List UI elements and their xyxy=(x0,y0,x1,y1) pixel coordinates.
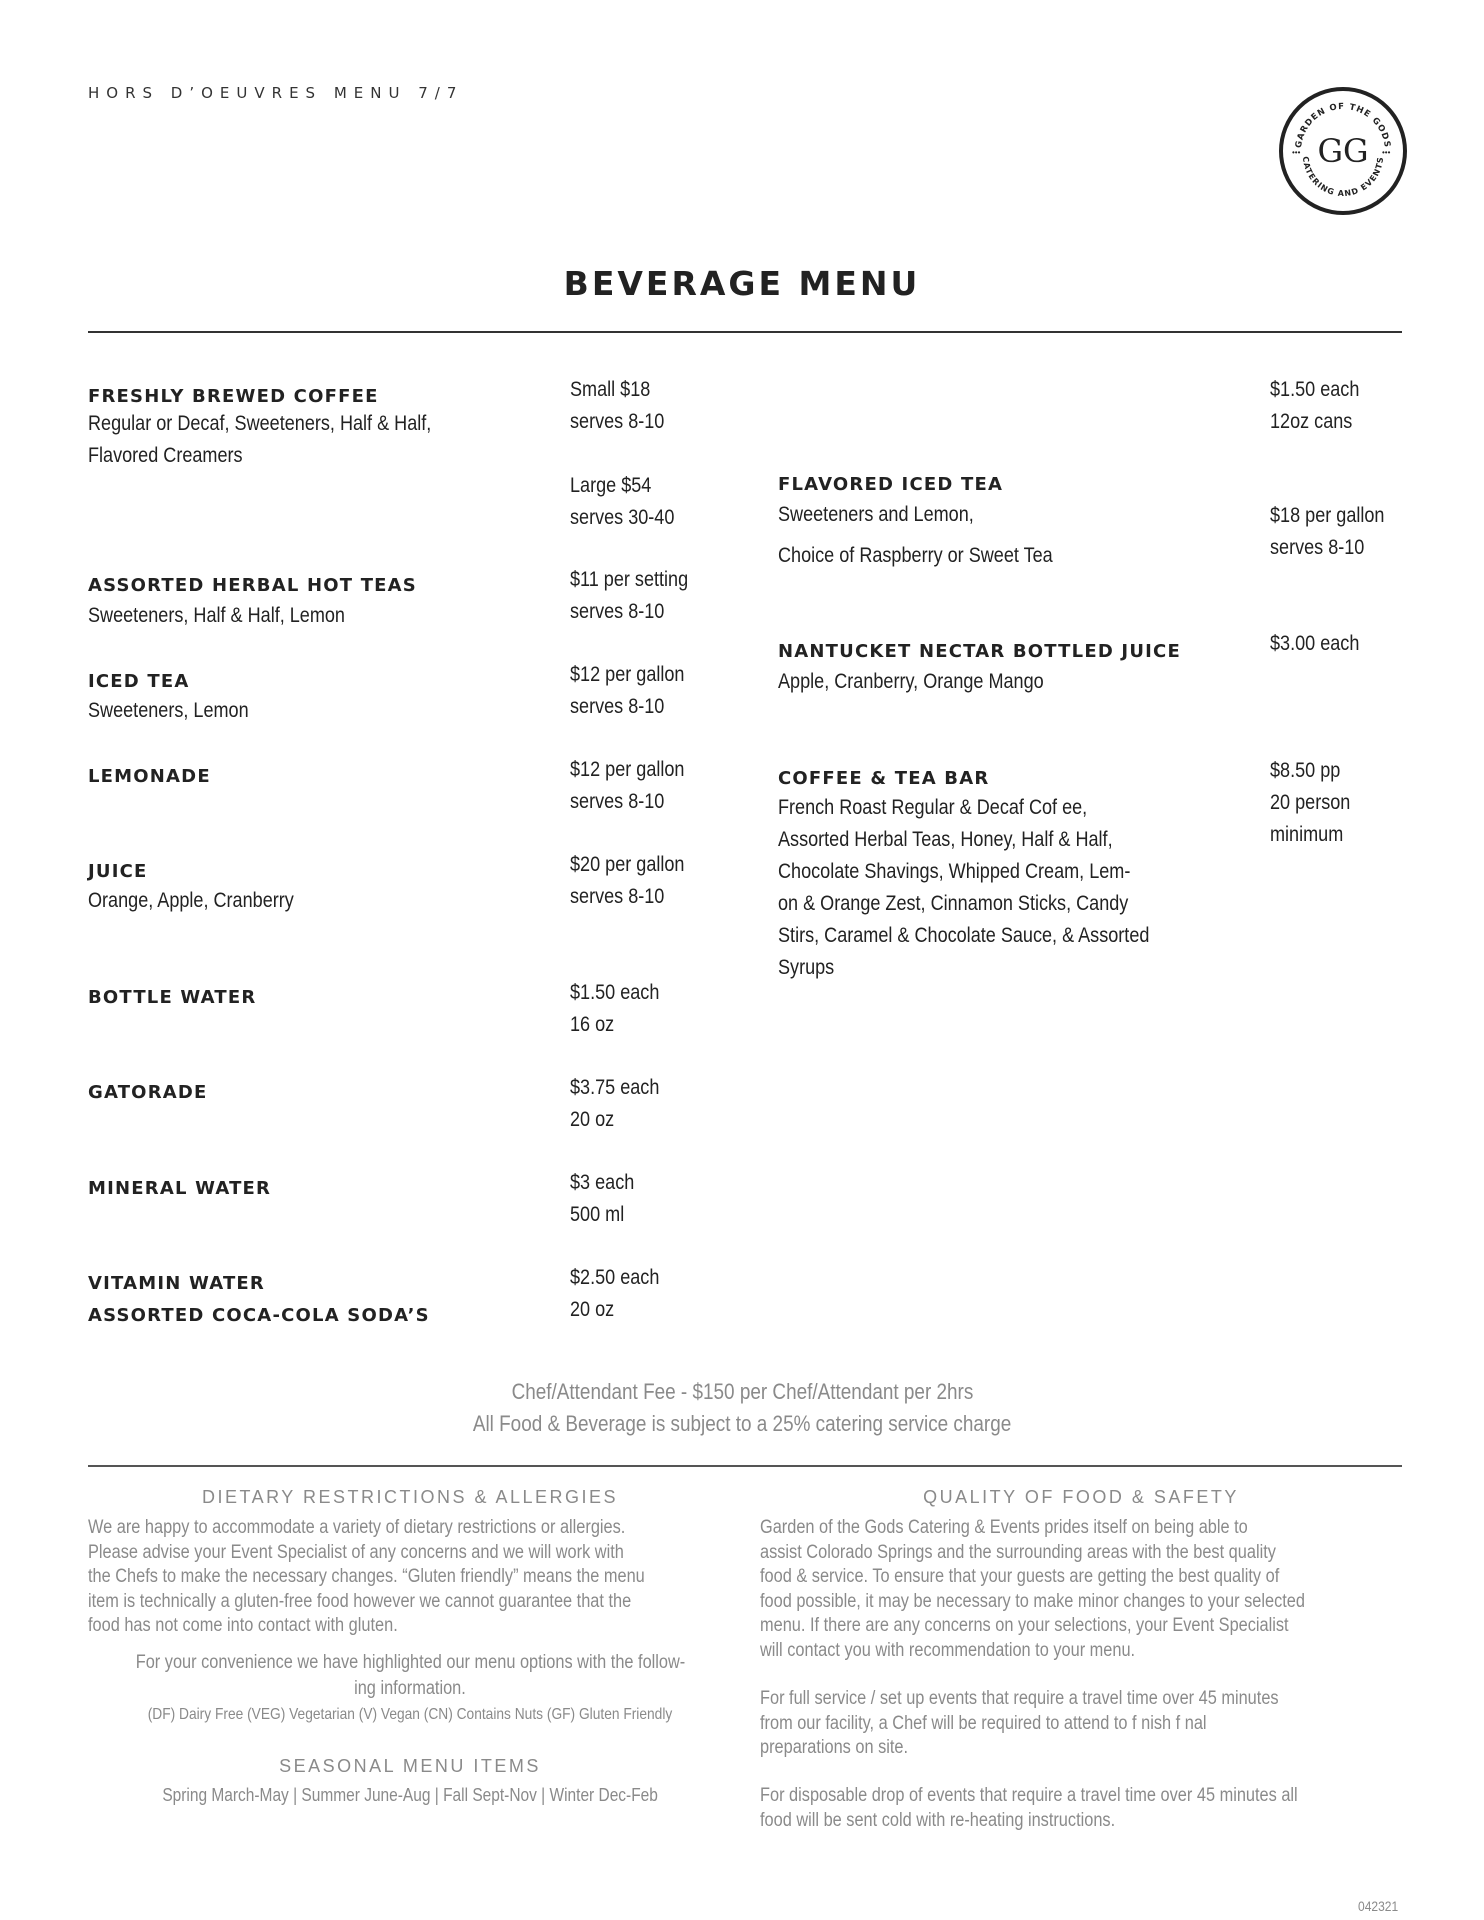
seasonal-text: Spring March-May | Summer June-Aug | Fall Sept-Nov | Winter Dec-Feb xyxy=(162,1785,658,1805)
item-desc-flavored-iced-tea-1: Sweeteners and Lemon, xyxy=(778,503,974,526)
price-coffee-large: Large $54 serves 30-40 xyxy=(570,474,675,529)
garden-of-the-gods-logo xyxy=(1278,86,1408,216)
price-flavored-iced-tea: $18 per gallon serves 8-10 xyxy=(1270,504,1385,559)
item-desc-herbal-teas: Sweeteners, Half & Half, Lemon xyxy=(88,604,345,627)
dietary-text: We are happy to accommodate a variety of dietary restrictions or allergies. Please advise your Event Specialist of any concerns and we will work with the Chefs to make the necessary changes. “Gluten friendly” means the menu item is technically a gluten-free food however we cannot guarantee that the food has not come into contact with gluten. xyxy=(88,1517,645,1636)
item-name-coffee-tea-bar: COFFEE & TEA BAR xyxy=(778,768,990,789)
price-bottle-water: $1.50 each 16 oz xyxy=(570,981,660,1036)
item-desc-flavored-iced-tea-2: Choice of Raspberry or Sweet Tea xyxy=(778,544,1053,567)
price-mineral-water: $3 each 500 ml xyxy=(570,1171,635,1226)
item-name-flavored-iced-tea: FLAVORED ICED TEA xyxy=(778,474,1004,495)
item-name-mineral-water: MINERAL WATER xyxy=(88,1178,272,1199)
price-coffee-tea-bar: $8.50 pp 20 person minimum xyxy=(1270,759,1351,846)
svg-text:•••: ••• xyxy=(1382,148,1391,157)
price-sodas: $1.50 each 12oz cans xyxy=(1270,378,1360,433)
quality-paragraph-2: For full service / set up events that require a travel time over 45 minutes from our facility, a Chef will be required to attend to f nish f nal preparations on site. xyxy=(760,1688,1279,1758)
price-gatorade: $3.75 each 20 oz xyxy=(570,1076,660,1131)
item-name-herbal-teas: ASSORTED HERBAL HOT TEAS xyxy=(88,575,417,596)
document-code: 042321 xyxy=(1358,1898,1399,1914)
quality-heading: QUALITY OF FOOD & SAFETY xyxy=(923,1487,1239,1507)
title-divider xyxy=(88,331,1402,333)
footer-divider xyxy=(88,1465,1402,1467)
item-name-vitamin-water: VITAMIN WATER xyxy=(88,1273,265,1294)
seasonal-heading: SEASONAL MENU ITEMS xyxy=(279,1756,541,1776)
item-name-gatorade: GATORADE xyxy=(88,1082,208,1103)
logo-bottom-text: CATERING AND EVENTS xyxy=(1300,155,1386,199)
item-desc-coffee-tea-bar: French Roast Regular & Decaf Cof ee, Assorted Herbal Teas, Honey, Half & Half, Chocolate Shavings, Whipped Cream, Lem- on & Orange Zest, Cinnamon Sticks, Candy Stirs, Caramel & Chocolate Sauce, & Assorted Syrups xyxy=(778,796,1150,979)
price-lemonade: $12 per gallon serves 8-10 xyxy=(570,758,685,813)
logo-initials: GG xyxy=(1317,132,1369,170)
item-desc-coffee: Regular or Decaf, Sweeteners, Half & Half, Flavored Creamers xyxy=(88,412,432,467)
price-herbal-teas: $11 per setting serves 8-10 xyxy=(570,568,689,623)
item-name-nantucket-juice: NANTUCKET NECTAR BOTTLED JUICE xyxy=(778,641,1181,662)
item-name-coca-cola-sodas: ASSORTED COCA-COLA SODA’S xyxy=(88,1305,430,1326)
price-juice: $20 per gallon serves 8-10 xyxy=(570,853,685,908)
item-name-coffee: FRESHLY BREWED COFFEE xyxy=(88,386,379,407)
item-name-lemonade: LEMONADE xyxy=(88,766,211,787)
quality-paragraph-1: Garden of the Gods Catering & Events prides itself on being able to assist Colorado Springs and the surrounding areas with the best quality food & service. To ensure that your guests are getting the best quality of food possible, it may be necessary to make minor changes to your selected menu. If there are any concerns on your selections, your Event Specialist will contact you with recommendation to your menu. xyxy=(760,1517,1305,1661)
price-coffee-small: Small $18 serves 8-10 xyxy=(570,378,665,433)
price-iced-tea: $12 per gallon serves 8-10 xyxy=(570,663,685,718)
price-vitamin-water: $2.50 each 20 oz xyxy=(570,1266,660,1321)
item-desc-iced-tea: Sweeteners, Lemon xyxy=(88,699,249,722)
item-desc-juice: Orange, Apple, Cranberry xyxy=(88,889,294,912)
dietary-heading: DIETARY RESTRICTIONS & ALLERGIES xyxy=(201,1487,619,1507)
price-nantucket-juice: $3.00 each xyxy=(1270,632,1360,655)
svg-text:•••: ••• xyxy=(1292,148,1301,157)
item-name-bottle-water: BOTTLE WATER xyxy=(88,987,257,1008)
chef-attendant-fee: Chef/Attendant Fee - $150 per Chef/Attendant per 2hrs xyxy=(511,1379,973,1404)
quality-paragraph-3: For disposable drop of events that require a travel time over 45 minutes all food will be sent cold with re-heating instructions. xyxy=(760,1785,1298,1831)
item-desc-nantucket-juice: Apple, Cranberry, Orange Mango xyxy=(778,670,1044,693)
item-name-iced-tea: ICED TEA xyxy=(88,671,190,692)
logo-top-text: GARDEN OF THE GODS xyxy=(1293,101,1392,149)
convenience-note: For your convenience we have highlighted our menu options with the follow- ing information. xyxy=(135,1652,685,1699)
item-name-juice: JUICE xyxy=(88,861,148,882)
dietary-codes: (DF) Dairy Free (VEG) Vegetarian (V) Vegan (CN) Contains Nuts (GF) Gluten Friendly xyxy=(147,1706,673,1723)
page-title: BEVERAGE MENU xyxy=(563,264,921,303)
service-charge-note: All Food & Beverage is subject to a 25% catering service charge xyxy=(472,1411,1012,1436)
menu-section-label: HORS D’OEUVRES MENU 7/7 xyxy=(88,84,464,102)
